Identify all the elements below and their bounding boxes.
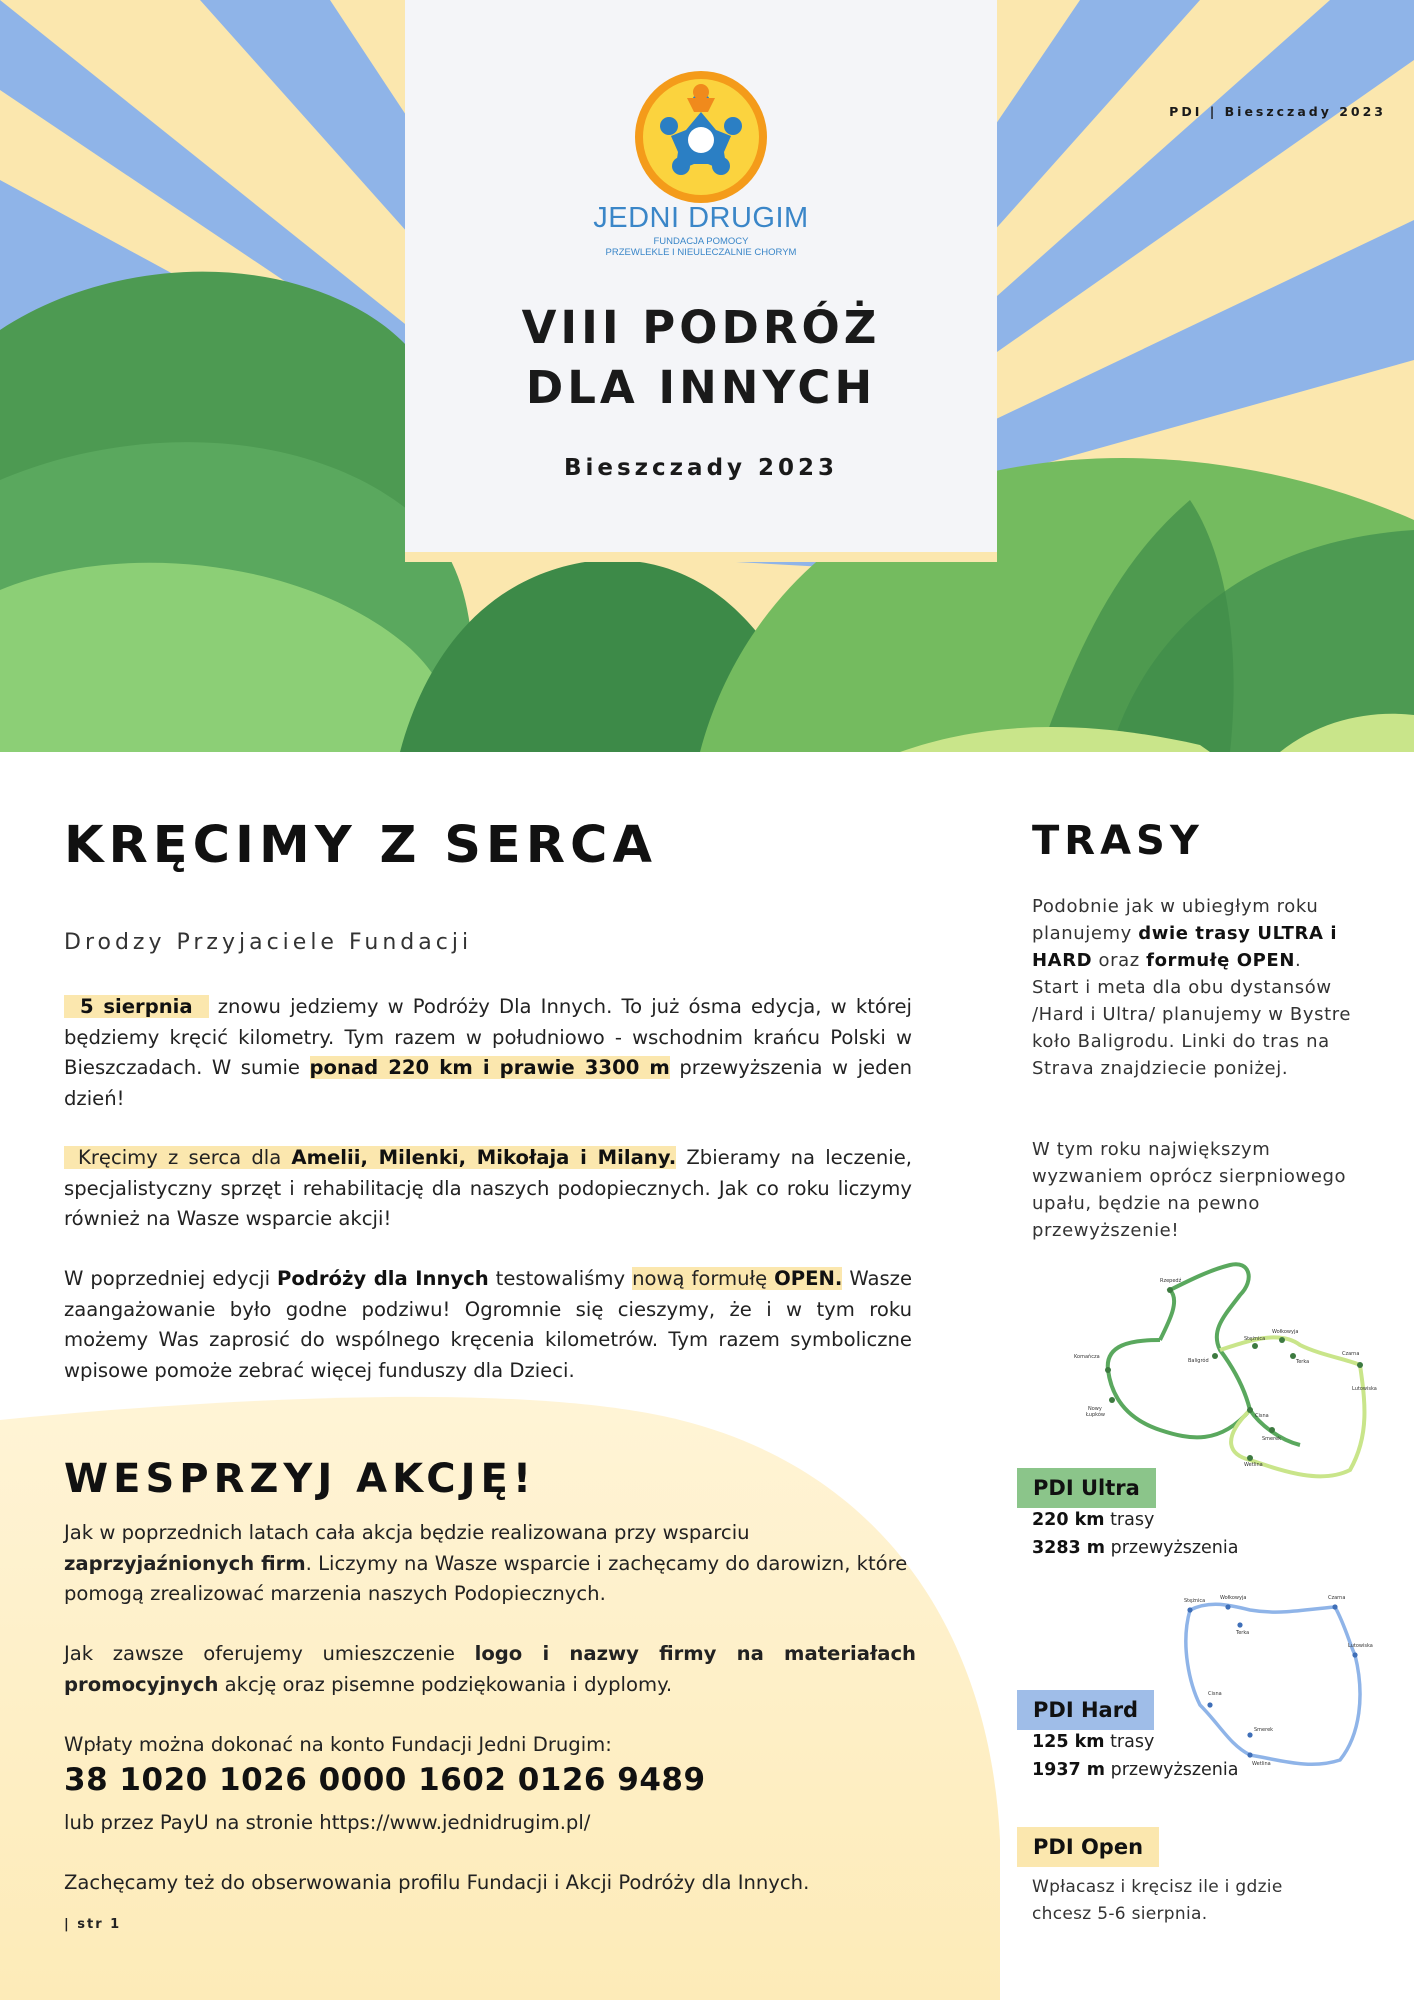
greeting: Drodzy Przyjaciele Fundacji — [64, 930, 473, 955]
svg-text:Łupków: Łupków — [1086, 1412, 1106, 1418]
title-card — [405, 0, 997, 562]
route-label-hard[interactable]: PDI Hard — [1017, 1690, 1154, 1730]
ultra-route-map[interactable] — [1060, 1260, 1390, 1490]
svg-text:Wetlina: Wetlina — [1244, 1462, 1263, 1468]
section-heading-wesprzyj: WESPRZYJ AKCJĘ! — [64, 1456, 537, 1502]
svg-text:Baligród: Baligród — [1188, 1358, 1209, 1364]
route-label-ultra[interactable]: PDI Ultra — [1017, 1468, 1156, 1508]
route-stats-ultra: 220 km trasy 3283 m przewyższenia — [1032, 1510, 1239, 1558]
logo-name: JEDNI DRUGIM — [593, 202, 809, 234]
foundation-logo — [632, 68, 770, 206]
bank-account-number[interactable]: 38 1020 1026 0000 1602 0126 9489 — [64, 1762, 706, 1798]
svg-text:Lutowiska: Lutowiska — [1352, 1386, 1377, 1392]
routes-challenge: W tym roku największym wyzwaniem oprócz sierpniowego upału, będzie na pewno przewyższenie! — [1032, 1139, 1347, 1241]
svg-text:Nowy: Nowy — [1088, 1406, 1102, 1412]
hero-banner — [0, 0, 1414, 752]
svg-text:Wołkowyja: Wołkowyja — [1220, 1595, 1247, 1601]
svg-text:Lutowiska: Lutowiska — [1348, 1643, 1373, 1649]
intro-paragraph: 5 sierpnia znowu jedziemy w Podróży Dla Innych. To już ósma edycja, w której będziemy kręcić kilometry. Tym razem w południowo - wschodnim krańcu Polski w Bieszczadach. W sumie ponad 220 km i prawie 3300 m przewyższenia w jeden dzień! — [64, 995, 912, 1110]
svg-text:Komańcza: Komańcza — [1074, 1354, 1100, 1360]
svg-text:Stężnica: Stężnica — [1184, 1598, 1206, 1604]
svg-text:Cisna: Cisna — [1255, 1413, 1269, 1419]
follow-info: Zachęcamy też do obserwowania profilu Fundacji i Akcji Podróży dla Innych. — [64, 1871, 810, 1894]
logo-subtitle: FUNDACJA POMOCY PRZEWLEKLE I NIEULECZALNIE CHORYM — [605, 236, 797, 258]
support-paragraph: Jak w poprzednich latach cała akcja będzie realizowana przy wsparciu zaprzyjaźnionych firm. Liczymy na Wasze wsparcie i zachęcamy do darowizn, które pomogą zrealizować marzenia naszych Podopiecznych. — [64, 1521, 908, 1605]
routes-description: Podobnie jak w ubiegłym roku planujemy dwie trasy ULTRA i HARD oraz formułę OPEN. Start i meta dla obu dystansów /Hard i Ultra/ planujemy w Bystre koło Baligrodu. Linki do tras na Strava znajdziecie poniżej. — [1032, 896, 1352, 1079]
svg-text:Rzepedź: Rzepedź — [1160, 1278, 1182, 1284]
route-stats-hard: 125 km trasy 1937 m przewyższenia — [1032, 1732, 1239, 1780]
page-number: | str 1 — [64, 1917, 122, 1932]
svg-text:Czarna: Czarna — [1342, 1351, 1360, 1357]
svg-text:Smerek: Smerek — [1262, 1436, 1282, 1442]
sponsor-offer-paragraph: Jak zawsze oferujemy umieszczenie logo i nazwy firmy na materiałach promocyjnych akcję oraz pisemne podziękowania i dyplomy. — [64, 1642, 917, 1696]
svg-text:Smerek: Smerek — [1254, 1727, 1274, 1733]
open-formula-paragraph: W poprzedniej edycji Podróży dla Innych testowaliśmy nową formułę OPEN. Wasze zaangażowanie było godne podziwu! Ogromnie się cieszymy, że i w tym roku możemy Was zaprosić do wspólnego kręcenia kilometrów. Tym razem symboliczne wpisowe pomoże zebrać więcej funduszy dla Dzieci. — [64, 1267, 912, 1382]
route-label-open[interactable]: PDI Open — [1017, 1827, 1159, 1867]
svg-text:Wetlina: Wetlina — [1252, 1761, 1271, 1767]
page-subtitle: Bieszczady 2023 — [563, 455, 839, 481]
svg-text:Czarna: Czarna — [1328, 1595, 1346, 1601]
section-heading-trasy: TRASY — [1032, 818, 1204, 864]
svg-text:Terka: Terka — [1296, 1359, 1310, 1365]
svg-text:Cisna: Cisna — [1208, 1691, 1222, 1697]
page-title: VIII PODRÓŻ DLA INNYCH — [521, 301, 881, 414]
payment-info: Wpłaty można dokonać na konto Fundacji Jedni Drugim: — [64, 1733, 612, 1756]
svg-text:Wołkowyja: Wołkowyja — [1272, 1329, 1299, 1335]
header-tag: PDI | Bieszczady 2023 — [1169, 104, 1386, 119]
svg-text:Terka: Terka — [1236, 1630, 1250, 1636]
beneficiaries-paragraph: Kręcimy z serca dla Amelii, Milenki, Mikołaja i Milany. Zbieramy na leczenie, specjalistyczny sprzęt i rehabilitację dla naszych podopiecznych. Jak co roku liczymy również na Wasze wsparcie akcji! — [64, 1146, 912, 1230]
section-heading-krecimy: KRĘCIMY Z SERCA — [64, 816, 657, 875]
route-desc-open: Wpłacasz i kręcisz ile i gdzie chcesz 5-6 sierpnia. — [1032, 1877, 1283, 1924]
svg-text:Stężnica: Stężnica — [1244, 1336, 1266, 1342]
payu-info: lub przez PayU na stronie https://www.jednidrugim.pl/ — [64, 1811, 591, 1834]
